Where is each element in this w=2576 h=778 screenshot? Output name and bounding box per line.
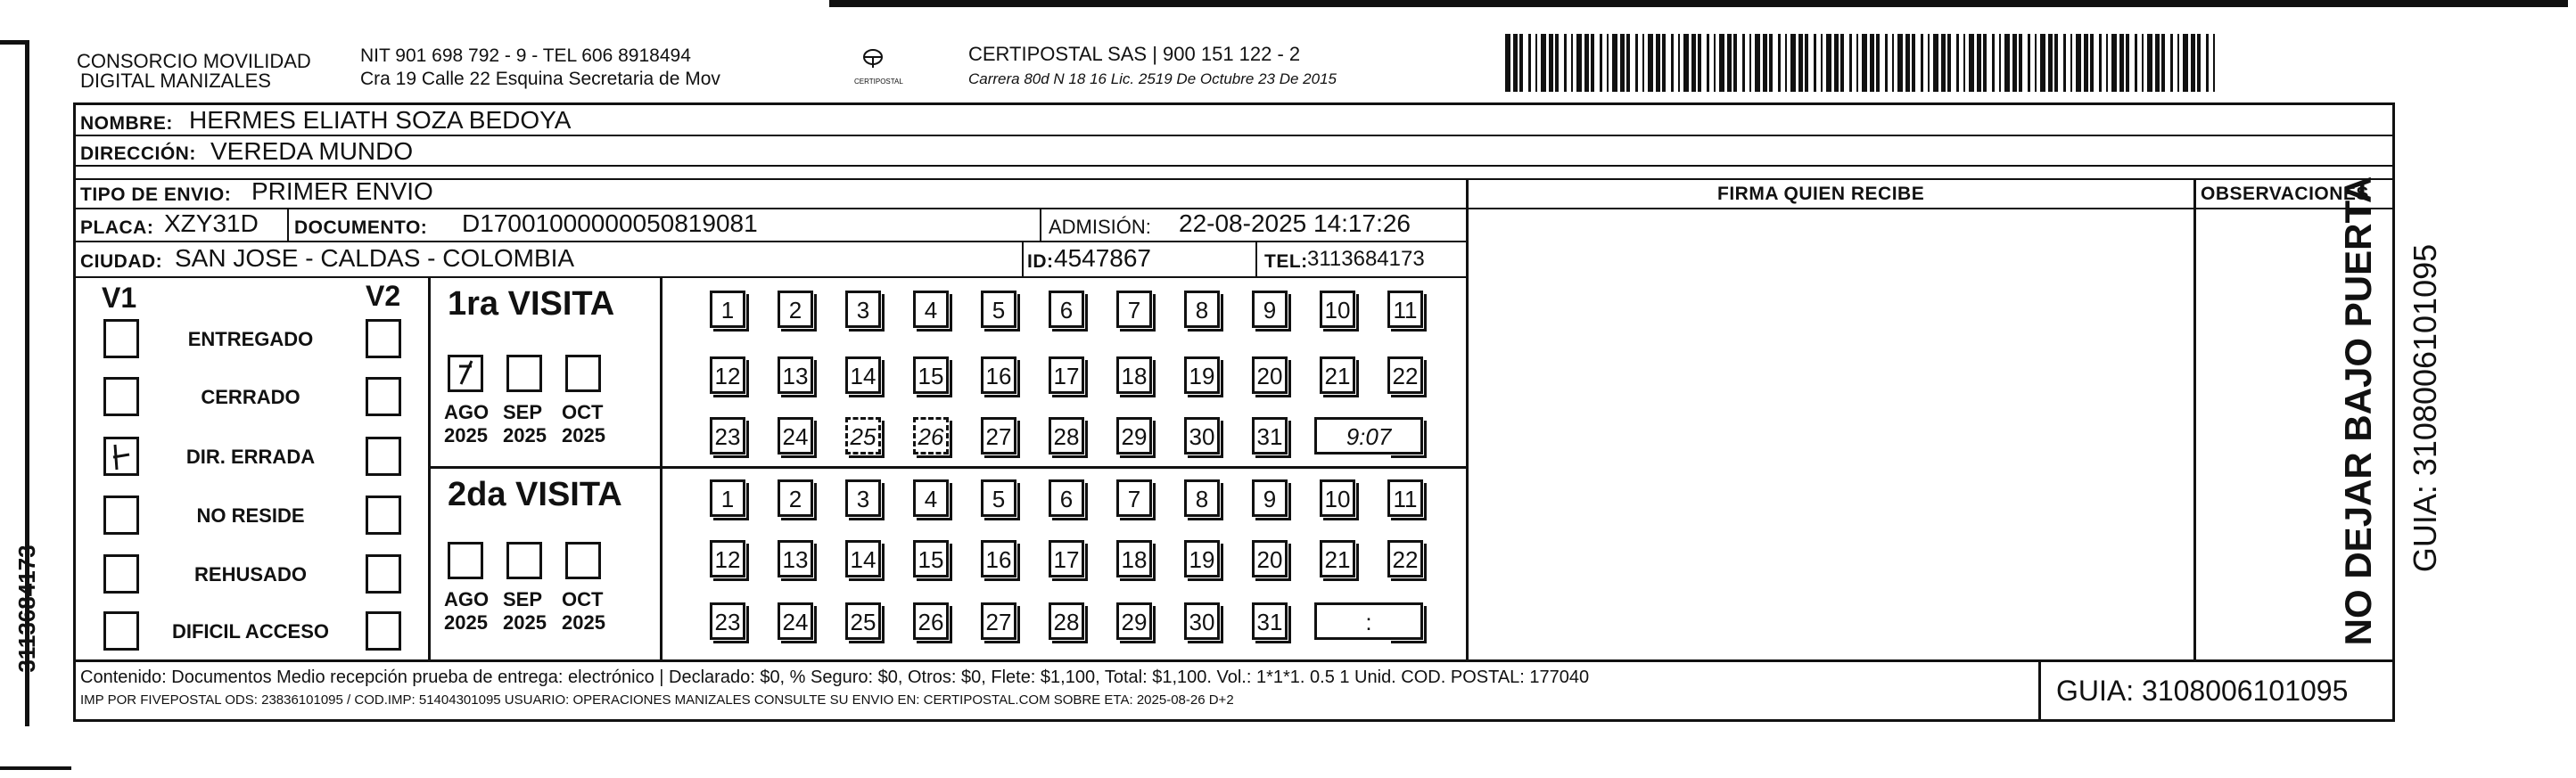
barcode-bar xyxy=(1549,34,1553,92)
day-box[interactable]: 1 xyxy=(710,479,745,517)
row-divider xyxy=(73,659,2395,662)
barcode-bar xyxy=(1826,34,1831,92)
barcode-bar xyxy=(1635,34,1638,92)
day-box[interactable]: 13 xyxy=(778,356,813,394)
year-label: 2025 xyxy=(444,424,488,446)
footer-contenido: Contenido: Documentos Medio recepción prueba de entrega: electrónico | Declarado: $0, % Seguro: $0, Otros: $0, Flete: $1,100, Total: $1,100. Vol.: 1*1*1. 0.5 1 Unid. COD. POSTAL: 177040 xyxy=(80,667,1590,687)
barcode-bar xyxy=(1933,34,1938,92)
barcode-bar xyxy=(2084,34,2088,92)
month-label: SEP xyxy=(503,401,543,423)
visit2-title: 2da VISITA xyxy=(448,476,622,513)
day-box[interactable]: 8 xyxy=(1184,291,1220,328)
id-label: ID: xyxy=(1027,251,1054,272)
day-box[interactable]: 1 xyxy=(710,291,745,328)
day-box[interactable]: 21 xyxy=(1320,540,1355,577)
status-label: ENTREGADO xyxy=(187,328,314,350)
barcode-bar xyxy=(1805,34,1808,92)
month-checkbox[interactable] xyxy=(565,355,601,392)
day-box[interactable]: 27 xyxy=(981,602,1016,640)
no-dejar-bajo-puerta: NO DEJAR BAJO PUERTA xyxy=(2337,176,2379,646)
day-box[interactable]: 11 xyxy=(1387,479,1423,517)
company-city: DIGITAL MANIZALES xyxy=(80,70,271,92)
month-checkbox[interactable] xyxy=(506,355,542,392)
barcode-bar xyxy=(1535,34,1537,92)
day-box[interactable]: 16 xyxy=(981,356,1016,394)
v1-checkbox[interactable] xyxy=(103,437,139,476)
carrier-license: Carrera 80d N 18 16 Lic. 2519 De Octubre 23 De 2015 xyxy=(968,70,1337,87)
time-box[interactable]: 9:07 xyxy=(1314,417,1423,455)
tel-label: TEL: xyxy=(1264,251,1308,272)
barcode-bar xyxy=(1885,34,1888,92)
day-box[interactable]: 20 xyxy=(1252,540,1288,577)
col-divider xyxy=(2193,178,2196,661)
barcode-bar xyxy=(1892,34,1894,92)
barcode-bar xyxy=(1612,34,1617,92)
barcode-bar xyxy=(1977,34,1981,92)
barcode-bar xyxy=(1719,34,1724,92)
day-box[interactable]: 8 xyxy=(1184,479,1220,517)
barcode-bar xyxy=(1607,34,1609,92)
barcode-bar xyxy=(2161,34,2165,92)
barcode-bar xyxy=(2054,34,2058,92)
month-checkbox[interactable] xyxy=(448,542,483,579)
barcode-bar xyxy=(1555,34,1559,92)
left-phone: 3113684173 xyxy=(13,545,40,673)
day-box[interactable]: 24 xyxy=(778,417,813,455)
day-box[interactable]: 15 xyxy=(913,540,949,577)
year-label: 2025 xyxy=(503,611,547,634)
carrier-name: CERTIPOSTAL SAS | 900 151 122 - 2 xyxy=(968,43,1301,65)
barcode-bar xyxy=(2111,34,2117,92)
barcode-bar xyxy=(1870,34,1874,92)
barcode-bar xyxy=(2076,34,2081,92)
col-divider xyxy=(2038,659,2041,722)
day-box[interactable]: 12 xyxy=(710,356,745,394)
documento-label: DOCUMENTO: xyxy=(294,217,428,238)
admision-value: 22-08-2025 14:17:26 xyxy=(1179,209,1411,237)
barcode-bar xyxy=(2035,34,2037,92)
barcode-bar xyxy=(1755,34,1760,92)
tipo-envio-label: TIPO DE ENVIO: xyxy=(80,184,232,205)
v2-checkbox[interactable] xyxy=(366,554,401,594)
barcode-bar xyxy=(1648,34,1653,92)
day-box[interactable]: 10 xyxy=(1320,479,1355,517)
day-box[interactable]: 25 xyxy=(845,417,881,455)
month-label: AGO xyxy=(444,588,490,610)
barcode-bar xyxy=(1928,34,1930,92)
barcode-bar xyxy=(2106,34,2108,92)
barcode-bar xyxy=(1785,34,1787,92)
day-box[interactable]: 7 xyxy=(1116,479,1152,517)
day-box[interactable]: 30 xyxy=(1184,417,1220,455)
barcode-bar xyxy=(2213,34,2215,92)
status-label: REHUSADO xyxy=(194,563,307,586)
day-box[interactable]: 26 xyxy=(913,417,949,455)
company-address: Cra 19 Calle 22 Esquina Secretaria de Mov xyxy=(360,69,720,89)
barcode-bar xyxy=(2197,34,2201,92)
barcode-bar xyxy=(1584,34,1589,92)
barcode-bar xyxy=(2070,34,2072,92)
v1-checkbox[interactable] xyxy=(103,319,139,358)
col-divider xyxy=(1466,178,1469,661)
barcode-bar xyxy=(1683,34,1689,92)
barcode-bar xyxy=(1733,34,1737,92)
id-value: 4547867 xyxy=(1054,244,1152,272)
certipostal-logo-icon xyxy=(854,45,892,80)
day-box[interactable]: 2 xyxy=(778,291,813,328)
month-label: SEP xyxy=(503,588,543,610)
day-box[interactable]: 25 xyxy=(845,602,881,640)
month-label: OCT xyxy=(562,588,604,610)
day-box[interactable]: 4 xyxy=(913,291,949,328)
barcode-bar xyxy=(2048,34,2053,92)
barcode-bar xyxy=(2155,34,2160,92)
year-label: 2025 xyxy=(503,424,547,446)
vertical-guia: GUIA: 3108006101095 xyxy=(2407,243,2443,573)
barcode-bar xyxy=(2126,34,2129,92)
direccion-value: VEREDA MUNDO xyxy=(210,137,414,165)
day-box[interactable]: 23 xyxy=(710,602,745,640)
barcode-bar xyxy=(1620,34,1625,92)
row-divider xyxy=(1466,178,2395,180)
day-box[interactable]: 3 xyxy=(845,479,881,517)
tel-value: 3113684173 xyxy=(1307,247,1425,271)
ciudad-label: CIUDAD: xyxy=(80,251,163,272)
barcode-bar xyxy=(1941,34,1946,92)
day-box[interactable]: 31 xyxy=(1252,602,1288,640)
barcode-bar xyxy=(1671,34,1674,92)
barcode-bar xyxy=(1564,34,1567,92)
barcode-bar xyxy=(1727,34,1732,92)
day-box[interactable]: 24 xyxy=(778,602,813,640)
year-label: 2025 xyxy=(444,611,488,634)
v2-checkbox[interactable] xyxy=(366,611,401,651)
time-box[interactable]: : xyxy=(1314,602,1423,640)
barcode-bar xyxy=(2028,34,2030,92)
day-box[interactable]: 28 xyxy=(1049,417,1084,455)
barcode-bar xyxy=(1856,34,1858,92)
day-box[interactable]: 18 xyxy=(1116,540,1152,577)
status-label: DIFICIL ACCESO xyxy=(171,620,329,643)
status-label: DIR. ERRADA xyxy=(185,446,316,468)
barcode-bar xyxy=(1778,34,1781,92)
barcode-bar xyxy=(1749,34,1751,92)
barcode-bar xyxy=(2090,34,2094,92)
barcode-bar xyxy=(1678,34,1680,92)
barcode-bar xyxy=(1691,34,1696,92)
nombre-value: HERMES ELIATH SOZA BEDOYA xyxy=(189,106,572,134)
month-checkbox[interactable] xyxy=(565,542,601,579)
barcode xyxy=(1505,34,2226,92)
col-divider xyxy=(1040,208,1041,242)
v2-checkbox[interactable] xyxy=(366,319,401,358)
row-divider xyxy=(1466,208,2395,209)
row-divider xyxy=(73,165,2395,167)
barcode-bar xyxy=(1790,34,1796,92)
row-divider xyxy=(73,135,2395,136)
day-box[interactable]: 22 xyxy=(1387,540,1423,577)
barcode-bar xyxy=(2177,34,2179,92)
barcode-bar xyxy=(1505,34,1510,92)
barcode-bar xyxy=(1714,34,1716,92)
day-box[interactable]: 7 xyxy=(1116,291,1152,328)
barcode-bar xyxy=(1519,34,1523,92)
day-box[interactable]: 29 xyxy=(1116,602,1152,640)
barcode-bar xyxy=(2206,34,2209,92)
nombre-label: NOMBRE: xyxy=(80,113,173,134)
day-box[interactable]: 9 xyxy=(1252,291,1288,328)
day-box[interactable]: 21 xyxy=(1320,356,1355,394)
v2-checkbox[interactable] xyxy=(366,437,401,476)
day-box[interactable]: 17 xyxy=(1049,356,1084,394)
barcode-bar xyxy=(1821,34,1823,92)
barcode-bar xyxy=(1576,34,1582,92)
company-nit: NIT 901 698 792 - 9 - TEL 606 8918494 xyxy=(360,45,691,66)
col-divider xyxy=(1022,241,1024,276)
direccion-label: DIRECCIÓN: xyxy=(80,143,196,164)
day-box[interactable]: 16 xyxy=(981,540,1016,577)
day-box[interactable]: 10 xyxy=(1320,291,1355,328)
footer-imp: IMP POR FIVEPOSTAL ODS: 23836101095 / COD.IMP: 51404301095 USUARIO: OPERACIONES MANIZALES CONSULTE SU ENVIO EN: CERTIPOSTAL.COM SOBRE ETA: 2025-08-26 D+2 xyxy=(80,692,1234,708)
admision-label: ADMISIÓN: xyxy=(1049,216,1151,238)
barcode-bar xyxy=(1656,34,1660,92)
day-box[interactable]: 22 xyxy=(1387,356,1423,394)
day-box[interactable]: 18 xyxy=(1116,356,1152,394)
barcode-bar xyxy=(2191,34,2195,92)
checkmark-icon xyxy=(106,439,136,473)
documento-value: D17001000000050819081 xyxy=(462,209,758,237)
scan-edge-top xyxy=(829,0,2568,7)
day-box[interactable]: 20 xyxy=(1252,356,1288,394)
row-divider xyxy=(73,276,1468,278)
observaciones-label: OBSERVACIONES xyxy=(2201,184,2369,204)
v2-label: V2 xyxy=(366,280,401,312)
barcode-bar xyxy=(2147,34,2152,92)
v1-checkbox[interactable] xyxy=(103,377,139,416)
v1-label: V1 xyxy=(102,282,137,314)
col-divider xyxy=(287,208,289,242)
day-box[interactable]: 12 xyxy=(710,540,745,577)
barcode-bar xyxy=(1905,34,1910,92)
barcode-bar xyxy=(1876,34,1880,92)
barcode-bar xyxy=(1528,34,1531,92)
barcode-bar xyxy=(2183,34,2188,92)
barcode-bar xyxy=(2063,34,2066,92)
day-box[interactable]: 31 xyxy=(1252,417,1288,455)
barcode-bar xyxy=(1742,34,1745,92)
col-divider xyxy=(1255,241,1257,276)
day-box[interactable]: 14 xyxy=(845,356,881,394)
month-label: AGO xyxy=(444,401,490,423)
v1-checkbox[interactable] xyxy=(103,554,139,594)
barcode-bar xyxy=(1947,34,1951,92)
barcode-bar xyxy=(1642,34,1644,92)
scan-edge-bottom xyxy=(0,766,71,770)
day-box[interactable]: 23 xyxy=(710,417,745,455)
barcode-bar xyxy=(1600,34,1602,92)
year-label: 2025 xyxy=(562,424,605,446)
logo-text: CERTIPOSTAL xyxy=(854,78,903,86)
barcode-bar xyxy=(1541,34,1546,92)
barcode-bar xyxy=(1999,34,2001,92)
barcode-bar xyxy=(1849,34,1852,92)
scan-edge-left xyxy=(0,40,25,45)
day-box[interactable]: 13 xyxy=(778,540,813,577)
day-box[interactable]: 4 xyxy=(913,479,949,517)
barcode-bar xyxy=(2119,34,2124,92)
day-box[interactable]: 17 xyxy=(1049,540,1084,577)
month-label: OCT xyxy=(562,401,604,423)
day-box[interactable]: 5 xyxy=(981,479,1016,517)
status-label: CERRADO xyxy=(201,386,300,408)
barcode-bar xyxy=(2135,34,2137,92)
day-box[interactable]: 19 xyxy=(1184,356,1220,394)
barcode-bar xyxy=(2012,34,2017,92)
barcode-bar xyxy=(1862,34,1867,92)
barcode-bar xyxy=(1956,34,1959,92)
barcode-bar xyxy=(1591,34,1594,92)
status-label: NO RESIDE xyxy=(196,504,305,527)
barcode-bar xyxy=(1834,34,1839,92)
v2-checkbox[interactable] xyxy=(366,495,401,535)
barcode-bar xyxy=(1763,34,1767,92)
barcode-bar xyxy=(2004,34,2010,92)
placa-value: XZY31D xyxy=(164,209,259,237)
day-box[interactable]: 27 xyxy=(981,417,1016,455)
visit1-title: 1ra VISITA xyxy=(448,285,615,323)
ciudad-value: SAN JOSE - CALDAS - COLOMBIA xyxy=(175,244,575,272)
day-box[interactable]: 3 xyxy=(845,291,881,328)
barcode-bar xyxy=(1707,34,1709,92)
barcode-bar xyxy=(1983,34,1987,92)
barcode-bar xyxy=(1840,34,1844,92)
footer-guia: GUIA: 3108006101095 xyxy=(2056,675,2349,707)
checkmark-icon xyxy=(450,357,481,389)
barcode-bar xyxy=(1626,34,1630,92)
row-divider xyxy=(428,466,1468,469)
barcode-bar xyxy=(1571,34,1573,92)
day-box[interactable]: 2 xyxy=(778,479,813,517)
barcode-bar xyxy=(1969,34,1974,92)
day-box[interactable]: 11 xyxy=(1387,291,1423,328)
barcode-bar xyxy=(1992,34,1995,92)
tipo-envio-value: PRIMER ENVIO xyxy=(251,177,433,205)
placa-label: PLACA: xyxy=(80,217,154,238)
barcode-bar xyxy=(1814,34,1816,92)
barcode-bar xyxy=(1769,34,1773,92)
day-box[interactable]: 28 xyxy=(1049,602,1084,640)
v1-checkbox[interactable] xyxy=(103,495,139,535)
day-box[interactable]: 5 xyxy=(981,291,1016,328)
month-checkbox[interactable] xyxy=(506,542,542,579)
barcode-bar xyxy=(2040,34,2045,92)
month-checkbox[interactable] xyxy=(448,355,483,392)
barcode-bar xyxy=(1662,34,1666,92)
barcode-bar xyxy=(1921,34,1923,92)
barcode-bar xyxy=(2099,34,2102,92)
day-box[interactable]: 30 xyxy=(1184,602,1220,640)
day-box[interactable]: 19 xyxy=(1184,540,1220,577)
day-box[interactable]: 29 xyxy=(1116,417,1152,455)
day-box[interactable]: 26 xyxy=(913,602,949,640)
barcode-bar xyxy=(1513,34,1518,92)
firma-label: FIRMA QUIEN RECIBE xyxy=(1717,184,1925,204)
barcode-bar xyxy=(1897,34,1903,92)
v1-checkbox[interactable] xyxy=(103,611,139,651)
barcode-bar xyxy=(2142,34,2144,92)
barcode-bar xyxy=(1963,34,1965,92)
day-box[interactable]: 6 xyxy=(1049,479,1084,517)
barcode-bar xyxy=(1798,34,1803,92)
barcode-bar xyxy=(2019,34,2022,92)
company-name: CONSORCIO MOVILIDAD xyxy=(77,50,311,72)
day-box[interactable]: 6 xyxy=(1049,291,1084,328)
barcode-bar xyxy=(1698,34,1701,92)
barcode-bar xyxy=(1912,34,1915,92)
barcode-bar xyxy=(2170,34,2173,92)
v2-checkbox[interactable] xyxy=(366,377,401,416)
day-box[interactable]: 9 xyxy=(1252,479,1288,517)
day-box[interactable]: 15 xyxy=(913,356,949,394)
day-box[interactable]: 14 xyxy=(845,540,881,577)
year-label: 2025 xyxy=(562,611,605,634)
row-divider xyxy=(73,241,1468,242)
